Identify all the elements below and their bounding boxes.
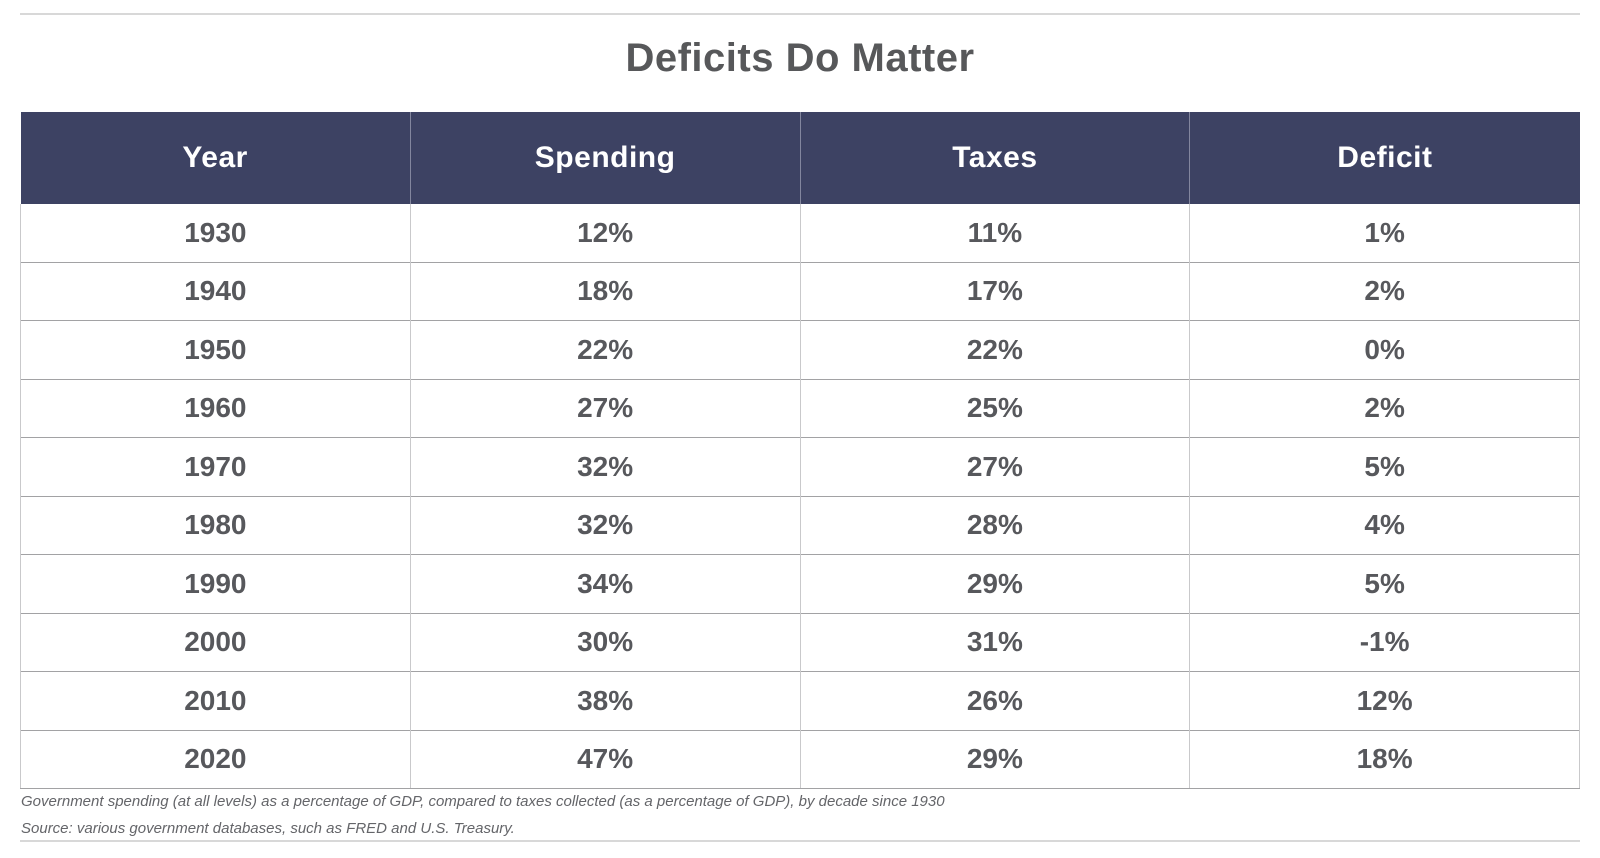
spending-cell: 32% bbox=[410, 438, 800, 497]
taxes-cell: 11% bbox=[800, 204, 1190, 262]
year-cell: 1980 bbox=[21, 496, 411, 555]
table-header-row bbox=[21, 112, 1580, 204]
column-header-year: Year bbox=[21, 112, 411, 204]
year-cell: 1930 bbox=[21, 204, 411, 262]
deficit-cell: 5% bbox=[1190, 555, 1580, 614]
spending-cell: 38% bbox=[410, 672, 800, 731]
taxes-cell: 29% bbox=[800, 555, 1190, 614]
spending-cell: 32% bbox=[410, 496, 800, 555]
year-cell: 1990 bbox=[21, 555, 411, 614]
spending-cell: 27% bbox=[410, 379, 800, 438]
page-title: Deficits Do Matter bbox=[625, 36, 975, 80]
spending-cell: 22% bbox=[410, 321, 800, 380]
table-row bbox=[21, 204, 1580, 262]
table-row bbox=[21, 321, 1580, 380]
taxes-cell: 31% bbox=[800, 613, 1190, 672]
table-row bbox=[21, 262, 1580, 321]
column-header-spending: Spending bbox=[410, 112, 800, 204]
deficit-cell: 2% bbox=[1190, 379, 1580, 438]
spending-cell: 12% bbox=[410, 204, 800, 262]
deficit-cell: 2% bbox=[1190, 262, 1580, 321]
table-row bbox=[21, 613, 1580, 672]
taxes-cell: 25% bbox=[800, 379, 1190, 438]
table-row bbox=[21, 379, 1580, 438]
column-header-deficit: Deficit bbox=[1190, 112, 1580, 204]
deficit-cell: 5% bbox=[1190, 438, 1580, 497]
table-row bbox=[21, 672, 1580, 731]
year-cell: 1970 bbox=[21, 438, 411, 497]
table-row bbox=[21, 555, 1580, 614]
table-row bbox=[21, 730, 1580, 789]
deficit-cell: 0% bbox=[1190, 321, 1580, 380]
year-cell: 2000 bbox=[21, 613, 411, 672]
footnote-description: Government spending (at all levels) as a percentage of GDP, compared to taxes collected (as a percentage of GDP), by decade since 1930 bbox=[21, 793, 945, 810]
spending-cell: 47% bbox=[410, 730, 800, 789]
top-divider bbox=[20, 13, 1580, 15]
bottom-divider bbox=[20, 840, 1580, 842]
deficit-cell: 12% bbox=[1190, 672, 1580, 731]
deficit-cell: 1% bbox=[1190, 204, 1580, 262]
footnote-source: Source: various government databases, such as FRED and U.S. Treasury. bbox=[21, 820, 515, 837]
year-cell: 2010 bbox=[21, 672, 411, 731]
deficit-cell: 4% bbox=[1190, 496, 1580, 555]
column-header-taxes: Taxes bbox=[800, 112, 1190, 204]
spending-cell: 18% bbox=[410, 262, 800, 321]
spending-cell: 30% bbox=[410, 613, 800, 672]
taxes-cell: 26% bbox=[800, 672, 1190, 731]
deficit-cell: -1% bbox=[1190, 613, 1580, 672]
year-cell: 1960 bbox=[21, 379, 411, 438]
deficit-cell: 18% bbox=[1190, 730, 1580, 789]
table-row bbox=[21, 438, 1580, 497]
taxes-cell: 22% bbox=[800, 321, 1190, 380]
year-cell: 2020 bbox=[21, 730, 411, 789]
taxes-cell: 27% bbox=[800, 438, 1190, 497]
taxes-cell: 29% bbox=[800, 730, 1190, 789]
data-table bbox=[20, 112, 1580, 789]
taxes-cell: 17% bbox=[800, 262, 1190, 321]
year-cell: 1950 bbox=[21, 321, 411, 380]
year-cell: 1940 bbox=[21, 262, 411, 321]
table-row bbox=[21, 496, 1580, 555]
taxes-cell: 28% bbox=[800, 496, 1190, 555]
spending-cell: 34% bbox=[410, 555, 800, 614]
